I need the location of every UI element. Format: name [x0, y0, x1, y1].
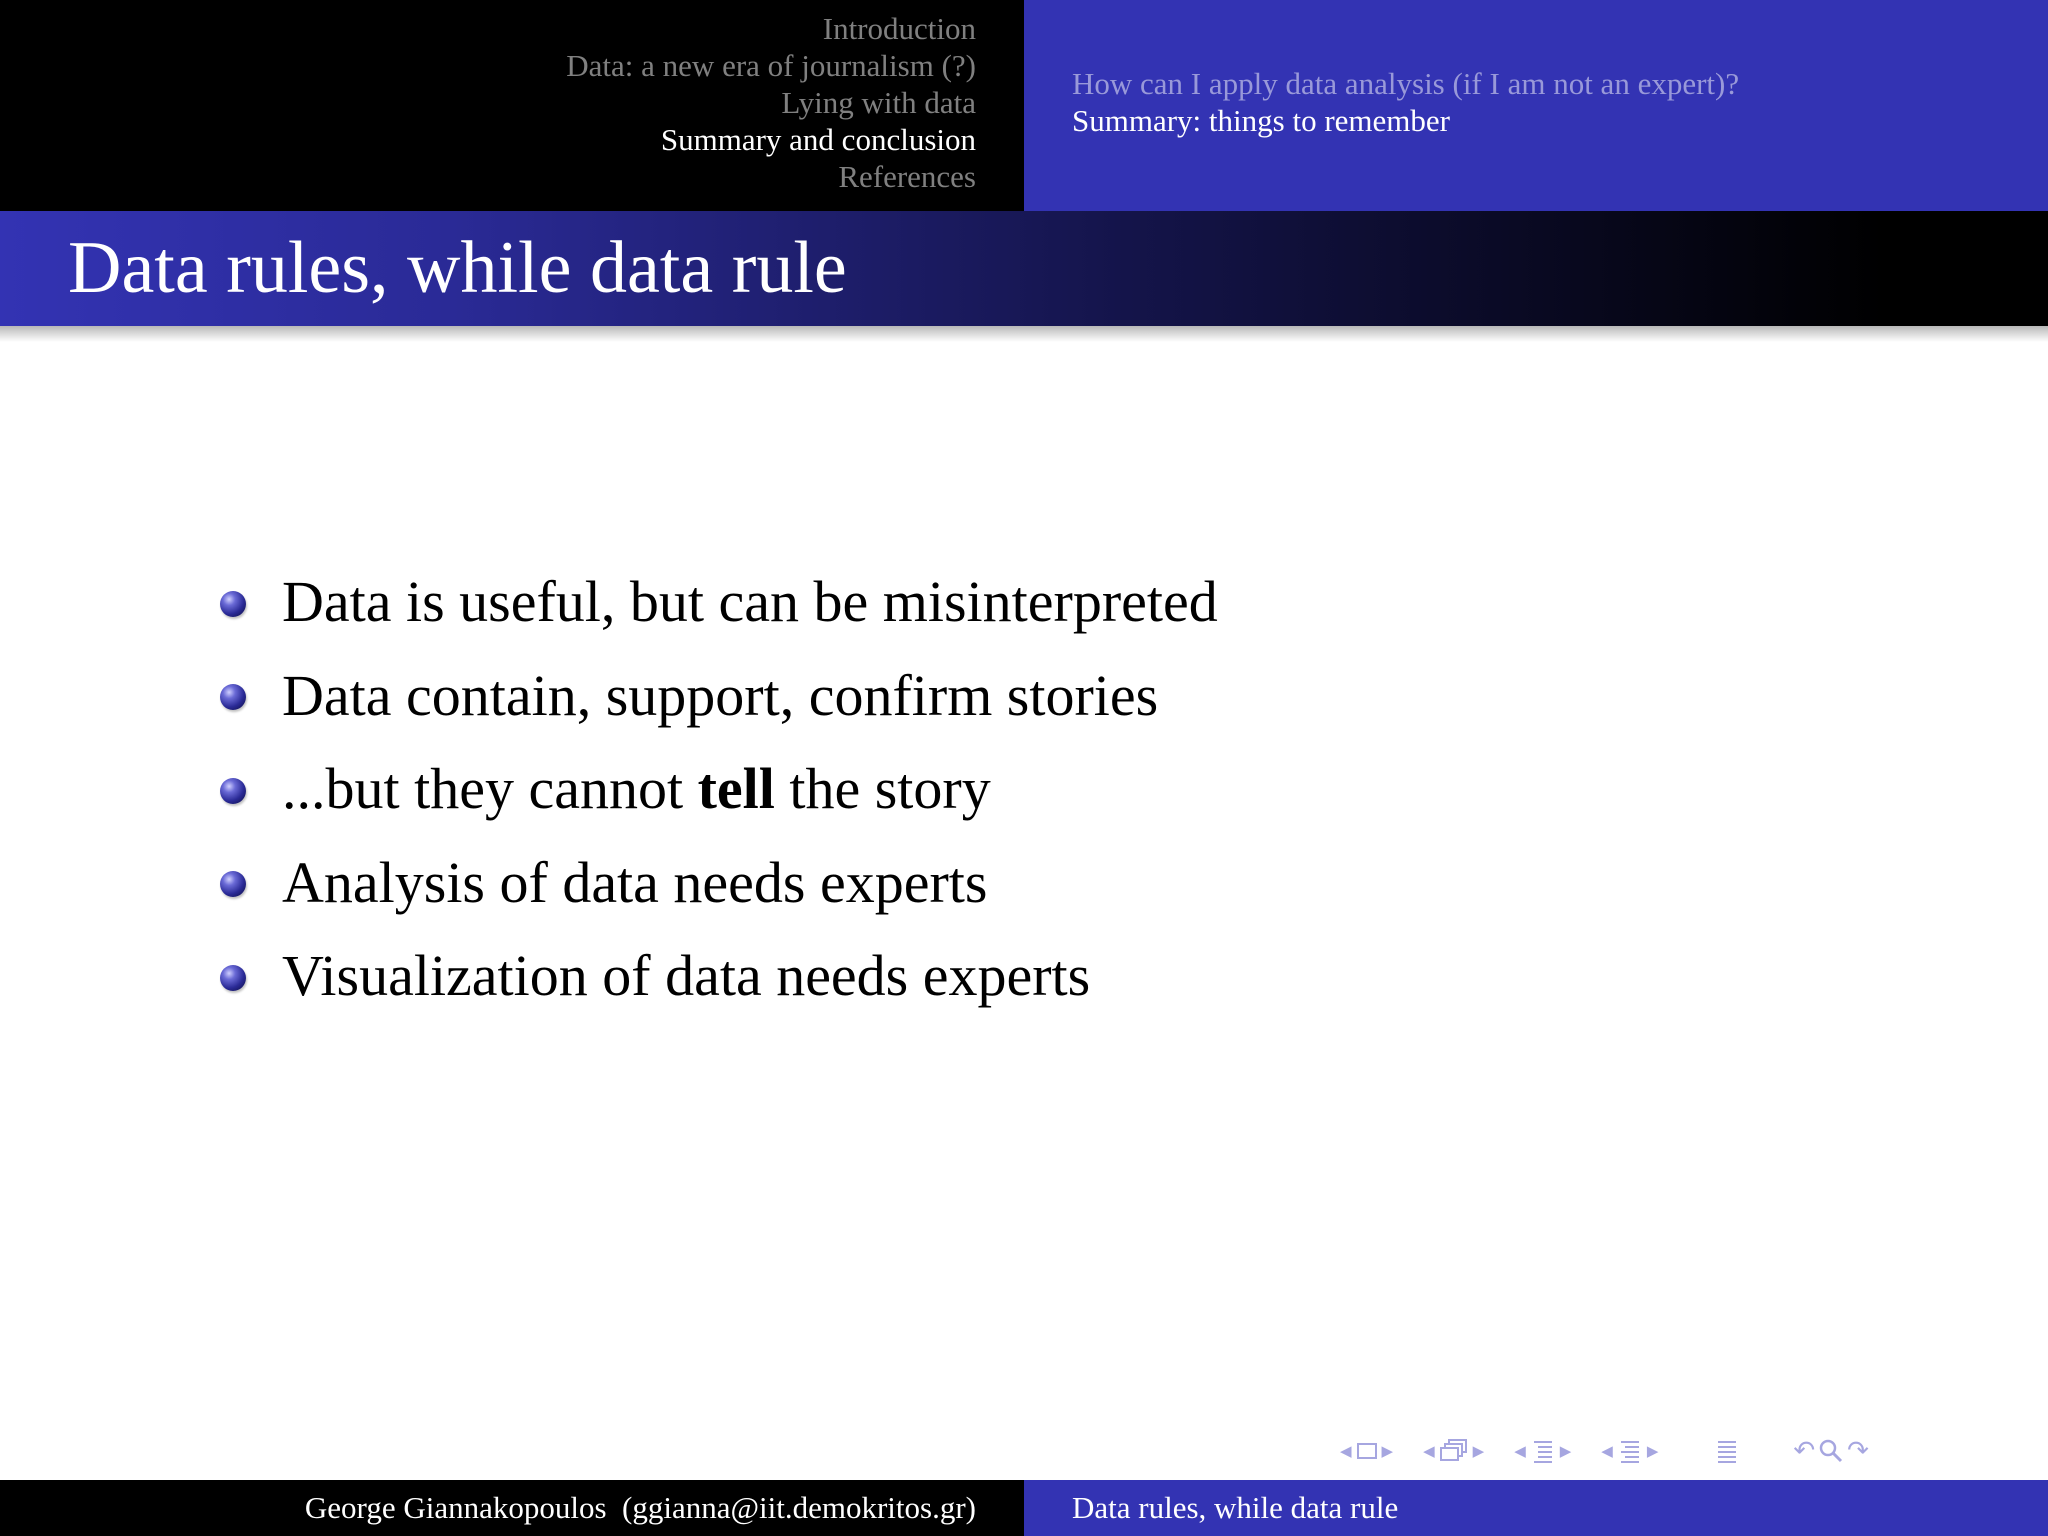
ball-bullet-icon — [220, 778, 246, 804]
section-link-references[interactable]: References — [838, 159, 976, 194]
bullet-text: Analysis of data needs experts — [282, 849, 988, 915]
bullet-item — [220, 649, 1218, 743]
subsection-icon — [1530, 1438, 1556, 1464]
section-link-lying-with-data[interactable]: Lying with data — [781, 85, 976, 120]
nav-left-arrow-icon[interactable]: ◀ — [1514, 1442, 1526, 1460]
nav-right-arrow-icon[interactable]: ▶ — [1472, 1442, 1485, 1460]
bullet-text: Data is useful, but can be misinterpreted — [282, 569, 1218, 635]
footer-title: Data rules, while data rule — [1072, 1490, 1399, 1525]
nav-section-group[interactable] — [1597, 1438, 1662, 1464]
search-icon[interactable] — [1818, 1438, 1844, 1464]
bullet-text-bold: tell — [697, 756, 775, 822]
bullet-text — [282, 755, 991, 822]
bullet-text-pre: ...but they cannot — [282, 756, 698, 822]
section-navigation-bar — [0, 0, 1024, 211]
frame-stack-icon — [1439, 1438, 1469, 1464]
nav-left-arrow-icon[interactable]: ◀ — [1423, 1442, 1435, 1460]
bullet-item — [220, 929, 1218, 1023]
footer-author: George Giannakopoulos (ggianna@iit.demokritos.gr) — [304, 1490, 976, 1525]
footline-title-box — [1024, 1480, 2048, 1536]
section-link-introduction[interactable]: Introduction — [822, 11, 976, 46]
section-link-data-new-era[interactable]: Data: a new era of journalism (?) — [566, 48, 976, 83]
slide-icon — [1356, 1442, 1378, 1460]
appendix-icon — [1714, 1438, 1740, 1464]
nav-right-arrow-icon[interactable]: ▶ — [1646, 1442, 1659, 1460]
bullet-item — [220, 742, 1218, 836]
bullet-item — [220, 836, 1218, 930]
nav-right-arrow-icon[interactable]: ▶ — [1381, 1442, 1394, 1460]
nav-frame-group[interactable] — [1419, 1438, 1488, 1464]
ball-bullet-icon — [220, 684, 246, 710]
section-icon — [1617, 1438, 1643, 1464]
back-icon[interactable]: ↶ — [1793, 1436, 1816, 1466]
subsection-link-summary-things[interactable]: Summary: things to remember — [1072, 103, 1450, 138]
nav-subsection-group[interactable] — [1510, 1438, 1575, 1464]
section-link-summary[interactable]: Summary and conclusion — [660, 122, 976, 157]
navigation-symbols — [1336, 1434, 1872, 1468]
ball-bullet-icon — [220, 965, 246, 991]
section-list — [566, 10, 976, 195]
subsection-list — [1072, 65, 1739, 139]
bullet-text-post: the story — [774, 756, 991, 822]
nav-right-arrow-icon[interactable]: ▶ — [1559, 1442, 1572, 1460]
nav-appendix-group[interactable] — [1714, 1438, 1740, 1464]
title-shadow — [0, 326, 2048, 342]
bullet-item — [220, 555, 1218, 649]
frame-title: Data rules, while data rule — [68, 227, 847, 309]
forward-icon[interactable]: ↷ — [1847, 1436, 1869, 1466]
bullet-text: Visualization of data needs experts — [282, 943, 1091, 1009]
frame-title-bar — [0, 211, 2048, 326]
subsection-navigation-bar — [1024, 0, 2048, 211]
ball-bullet-icon — [220, 591, 246, 617]
nav-left-arrow-icon[interactable]: ◀ — [1340, 1442, 1352, 1460]
subsection-link-apply-data-analysis[interactable]: How can I apply data analysis (if I am not an expert)? — [1072, 66, 1740, 101]
nav-search-controls — [1790, 1436, 1872, 1466]
bullet-list — [220, 555, 1218, 1023]
ball-bullet-icon — [220, 871, 246, 897]
nav-slide-group[interactable] — [1336, 1442, 1397, 1460]
bullet-text: Data contain, support, confirm stories — [282, 662, 1159, 728]
nav-left-arrow-icon[interactable]: ◀ — [1601, 1442, 1613, 1460]
footline-author-box — [0, 1480, 1024, 1536]
